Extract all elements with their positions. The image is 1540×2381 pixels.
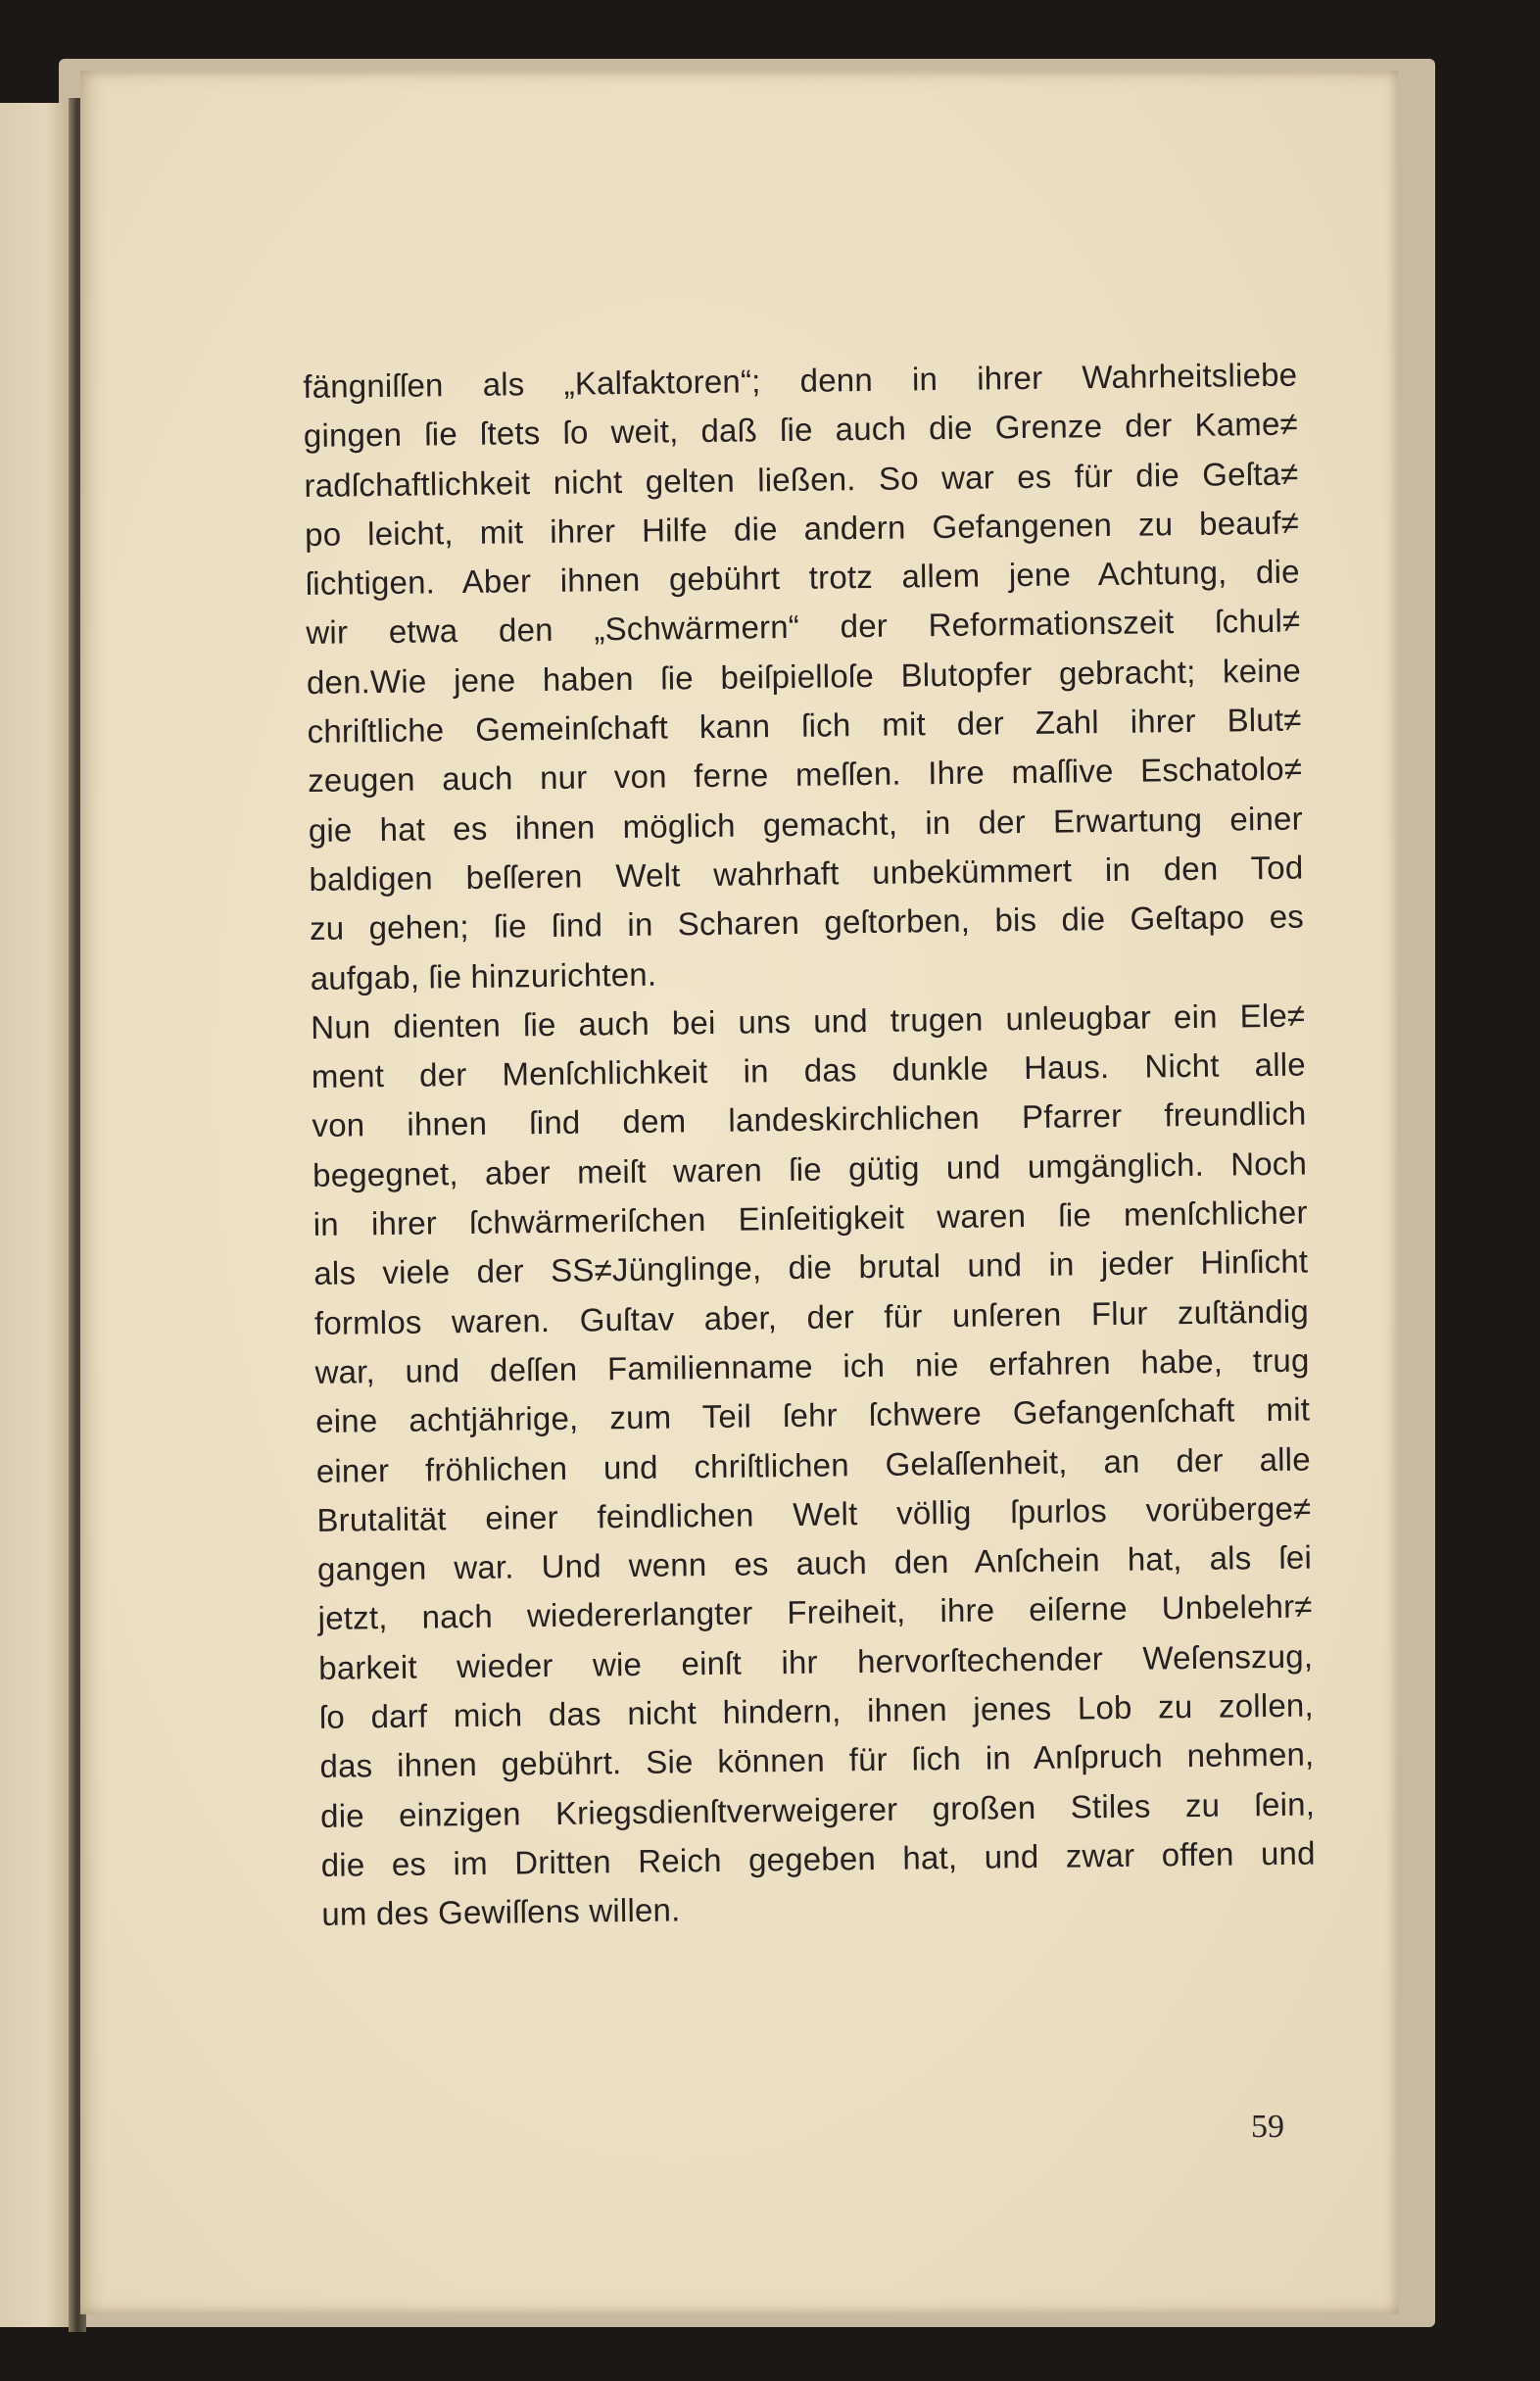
text-line: als viele der SS≠Jünglinge, die brutal und in jeder Hinſicht (313, 1242, 1309, 1292)
body-text (303, 351, 1317, 1940)
text-line: begegnet, aber meiſt waren ſie gütig und umgänglich. Noch (312, 1144, 1308, 1193)
text-line: zeugen auch nur von ferne meſſen. Ihre maſſive Eschatolo≠ (307, 750, 1303, 800)
paragraph-end-line: aufgab, ſie hinzurichten. (310, 955, 657, 996)
text-line: radſchaftlichkeit nicht gelten ließen. So war es für die Geſta≠ (304, 455, 1299, 504)
text-line: das ihnen gebührt. Sie können für ſich in Anſpruch nehmen, (319, 1735, 1315, 1785)
text-line: chriſtliche Gemeinſchaft kann ſich mit der Zahl ihrer Blut≠ (307, 701, 1302, 751)
text-line: wir etwa den „Schwärmern“ der Reformationszeit ſchul≠ (306, 603, 1301, 652)
text-line: Brutalität einer feindlichen Welt völlig ſpurlos vorüberge≠ (316, 1489, 1312, 1538)
text-line: einer fröhlichen und chriſtlichen Gelaſſenheit, an der alle (315, 1440, 1311, 1489)
page-number: 59 (1251, 2109, 1284, 2145)
text-line: gangen war. Und wenn es auch den Anſchein hat, als ſei (316, 1538, 1313, 1588)
left-page-edge (0, 103, 76, 2327)
text-line: gie hat es ihnen möglich gemacht, in der Erwartung einer (308, 800, 1303, 849)
text-line: gingen ſie ſtets ſo weit, daß ſie auch die Grenze der Kame≠ (303, 405, 1299, 455)
text-line: zu gehen; ſie ſind in Scharen geſtorben, bis die Geſtapo es (309, 898, 1305, 948)
text-line: po leicht, mit ihrer Hilfe die andern Gefangenen zu beauf≠ (304, 504, 1300, 553)
text-line: fängniſſen als „Kalfaktoren“; denn in ihrer Wahrheitsliebe (303, 356, 1298, 405)
book-page (80, 71, 1398, 2314)
text-line: ment der Menſchlichkeit in das dunkle Haus. Nicht alle (311, 1045, 1307, 1095)
text-line: ſo darf mich das nicht hindern, ihnen jenes Lob zu zollen, (318, 1686, 1315, 1735)
text-line: die es im Dritten Reich gegeben hat, und zwar offen und (320, 1834, 1316, 1883)
text-line: baldigen beſſeren Welt wahrhaft unbekümmert in den Tod (309, 849, 1304, 898)
text-line: barkeit wieder wie einſt ihr hervorſtechender Weſenszug, (318, 1637, 1314, 1686)
text-line: den.Wie jene haben ſie beiſpielloſe Blutopfer gebracht; keine (306, 652, 1302, 701)
text-line: Nun dienten ſie auch bei uns und trugen unleugbar ein Ele≠ (311, 996, 1306, 1045)
text-line: ſichtigen. Aber ihnen gebührt trotz allem jene Achtung, die (305, 553, 1300, 603)
text-line: in ihrer ſchwärmeriſchen Einſeitigkeit waren ſie menſchlicher (313, 1193, 1308, 1242)
text-line: formlos waren. Guſtav aber, der für unſeren Flur zuſtändig (313, 1292, 1310, 1341)
text-line: die einzigen Kriegsdienſtverweigerer großen Stiles zu ſein, (319, 1785, 1316, 1834)
text-line: jetzt, nach wiedererlangter Freiheit, ihre eiſerne Unbelehr≠ (317, 1587, 1313, 1637)
text-line: war, und deſſen Familienname ich nie erfahren habe, trug (314, 1341, 1310, 1390)
text-line: von ihnen ſind dem landeskirchlichen Pfarrer freundlich (312, 1094, 1307, 1144)
text-line: eine achtjährige, zum Teil ſehr ſchwere Gefangenſchaft mit (314, 1390, 1311, 1440)
paragraph-end-line: um des Gewiſſens willen. (321, 1891, 681, 1933)
